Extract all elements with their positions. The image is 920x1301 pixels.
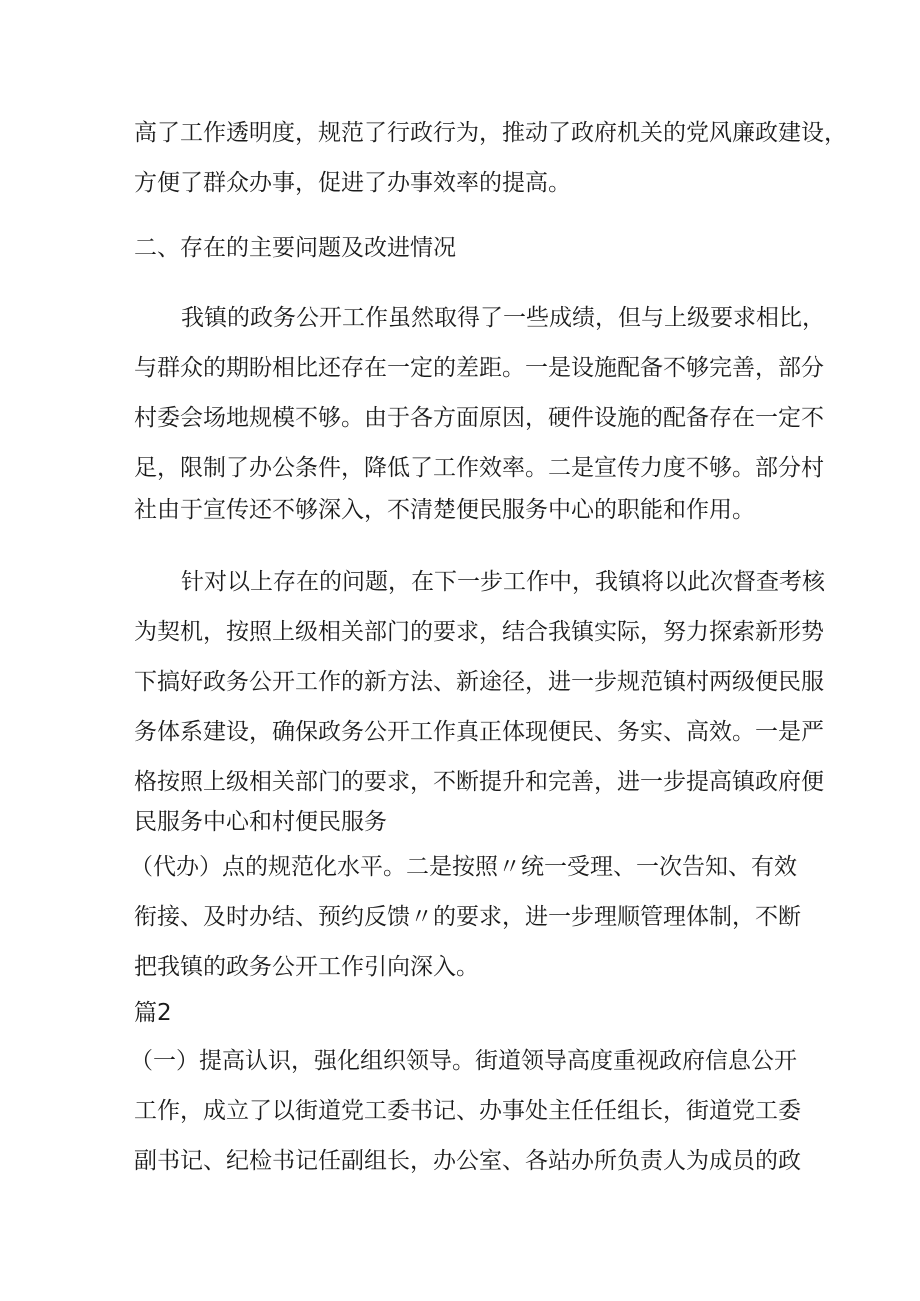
section-heading: 二、存在的主要问题及改进情况	[134, 235, 456, 261]
paragraph-line: 针对以上存在的问题，在下一步工作中，我镇将以此次督查考核	[181, 569, 825, 595]
paragraph-line: 为契机，按照上级相关部门的要求，结合我镇实际，努力探索新形势	[134, 619, 824, 645]
paragraph-line: 村委会场地规模不够。由于各方面原因，硬件设施的配备存在一定不	[134, 405, 824, 431]
paragraph-line: 民服务中心和村便民服务	[134, 809, 387, 835]
paragraph-line: 社由于宣传还不够深入，不清楚便民服务中心的职能和作用。	[134, 497, 755, 523]
paragraph-line: 副书记、纪检书记任副组长，办公室、各站办所负责人为成员的政	[134, 1148, 801, 1174]
paragraph-line: 下搞好政务公开工作的新方法、新途径，进一步规范镇村两级便民服	[134, 669, 824, 695]
paragraph-line: 足，限制了办公条件，降低了工作效率。二是宣传力度不够。部分村	[134, 455, 824, 481]
text-line-2: 方便了群众办事，促进了办事效率的提高。	[134, 170, 571, 196]
text-line-1: 高了工作透明度，规范了行政行为，推动了政府机关的党风廉政建设，	[134, 120, 847, 146]
paragraph-line: （一）提高认识，强化组织领导。街道领导高度重视政府信息公开	[130, 1048, 797, 1074]
paragraph-line: 把我镇的政务公开工作引向深入。	[134, 954, 479, 980]
paragraph-line: 与群众的期盼相比还存在一定的差距。一是设施配备不够完善，部分	[134, 355, 824, 381]
paragraph-line: 格按照上级相关部门的要求，不断提升和完善，进一步提高镇政府便	[134, 769, 824, 795]
paragraph-line: 我镇的政务公开工作虽然取得了一些成绩，但与上级要求相比，	[181, 305, 825, 331]
paragraph-line: 工作，成立了以街道党工委书记、办事处主任任组长，街道党工委	[134, 1098, 801, 1124]
paragraph-line: 务体系建设，确保政务公开工作真正体现便民、务实、高效。一是严	[134, 719, 824, 745]
paragraph-line: （代办）点的规范化水平。二是按照〃统一受理、一次告知、有效	[130, 854, 797, 880]
article-heading: 篇2	[134, 1000, 172, 1026]
paragraph-line: 衔接、及时办结、预约反馈〃的要求，进一步理顺管理体制，不断	[134, 904, 801, 930]
